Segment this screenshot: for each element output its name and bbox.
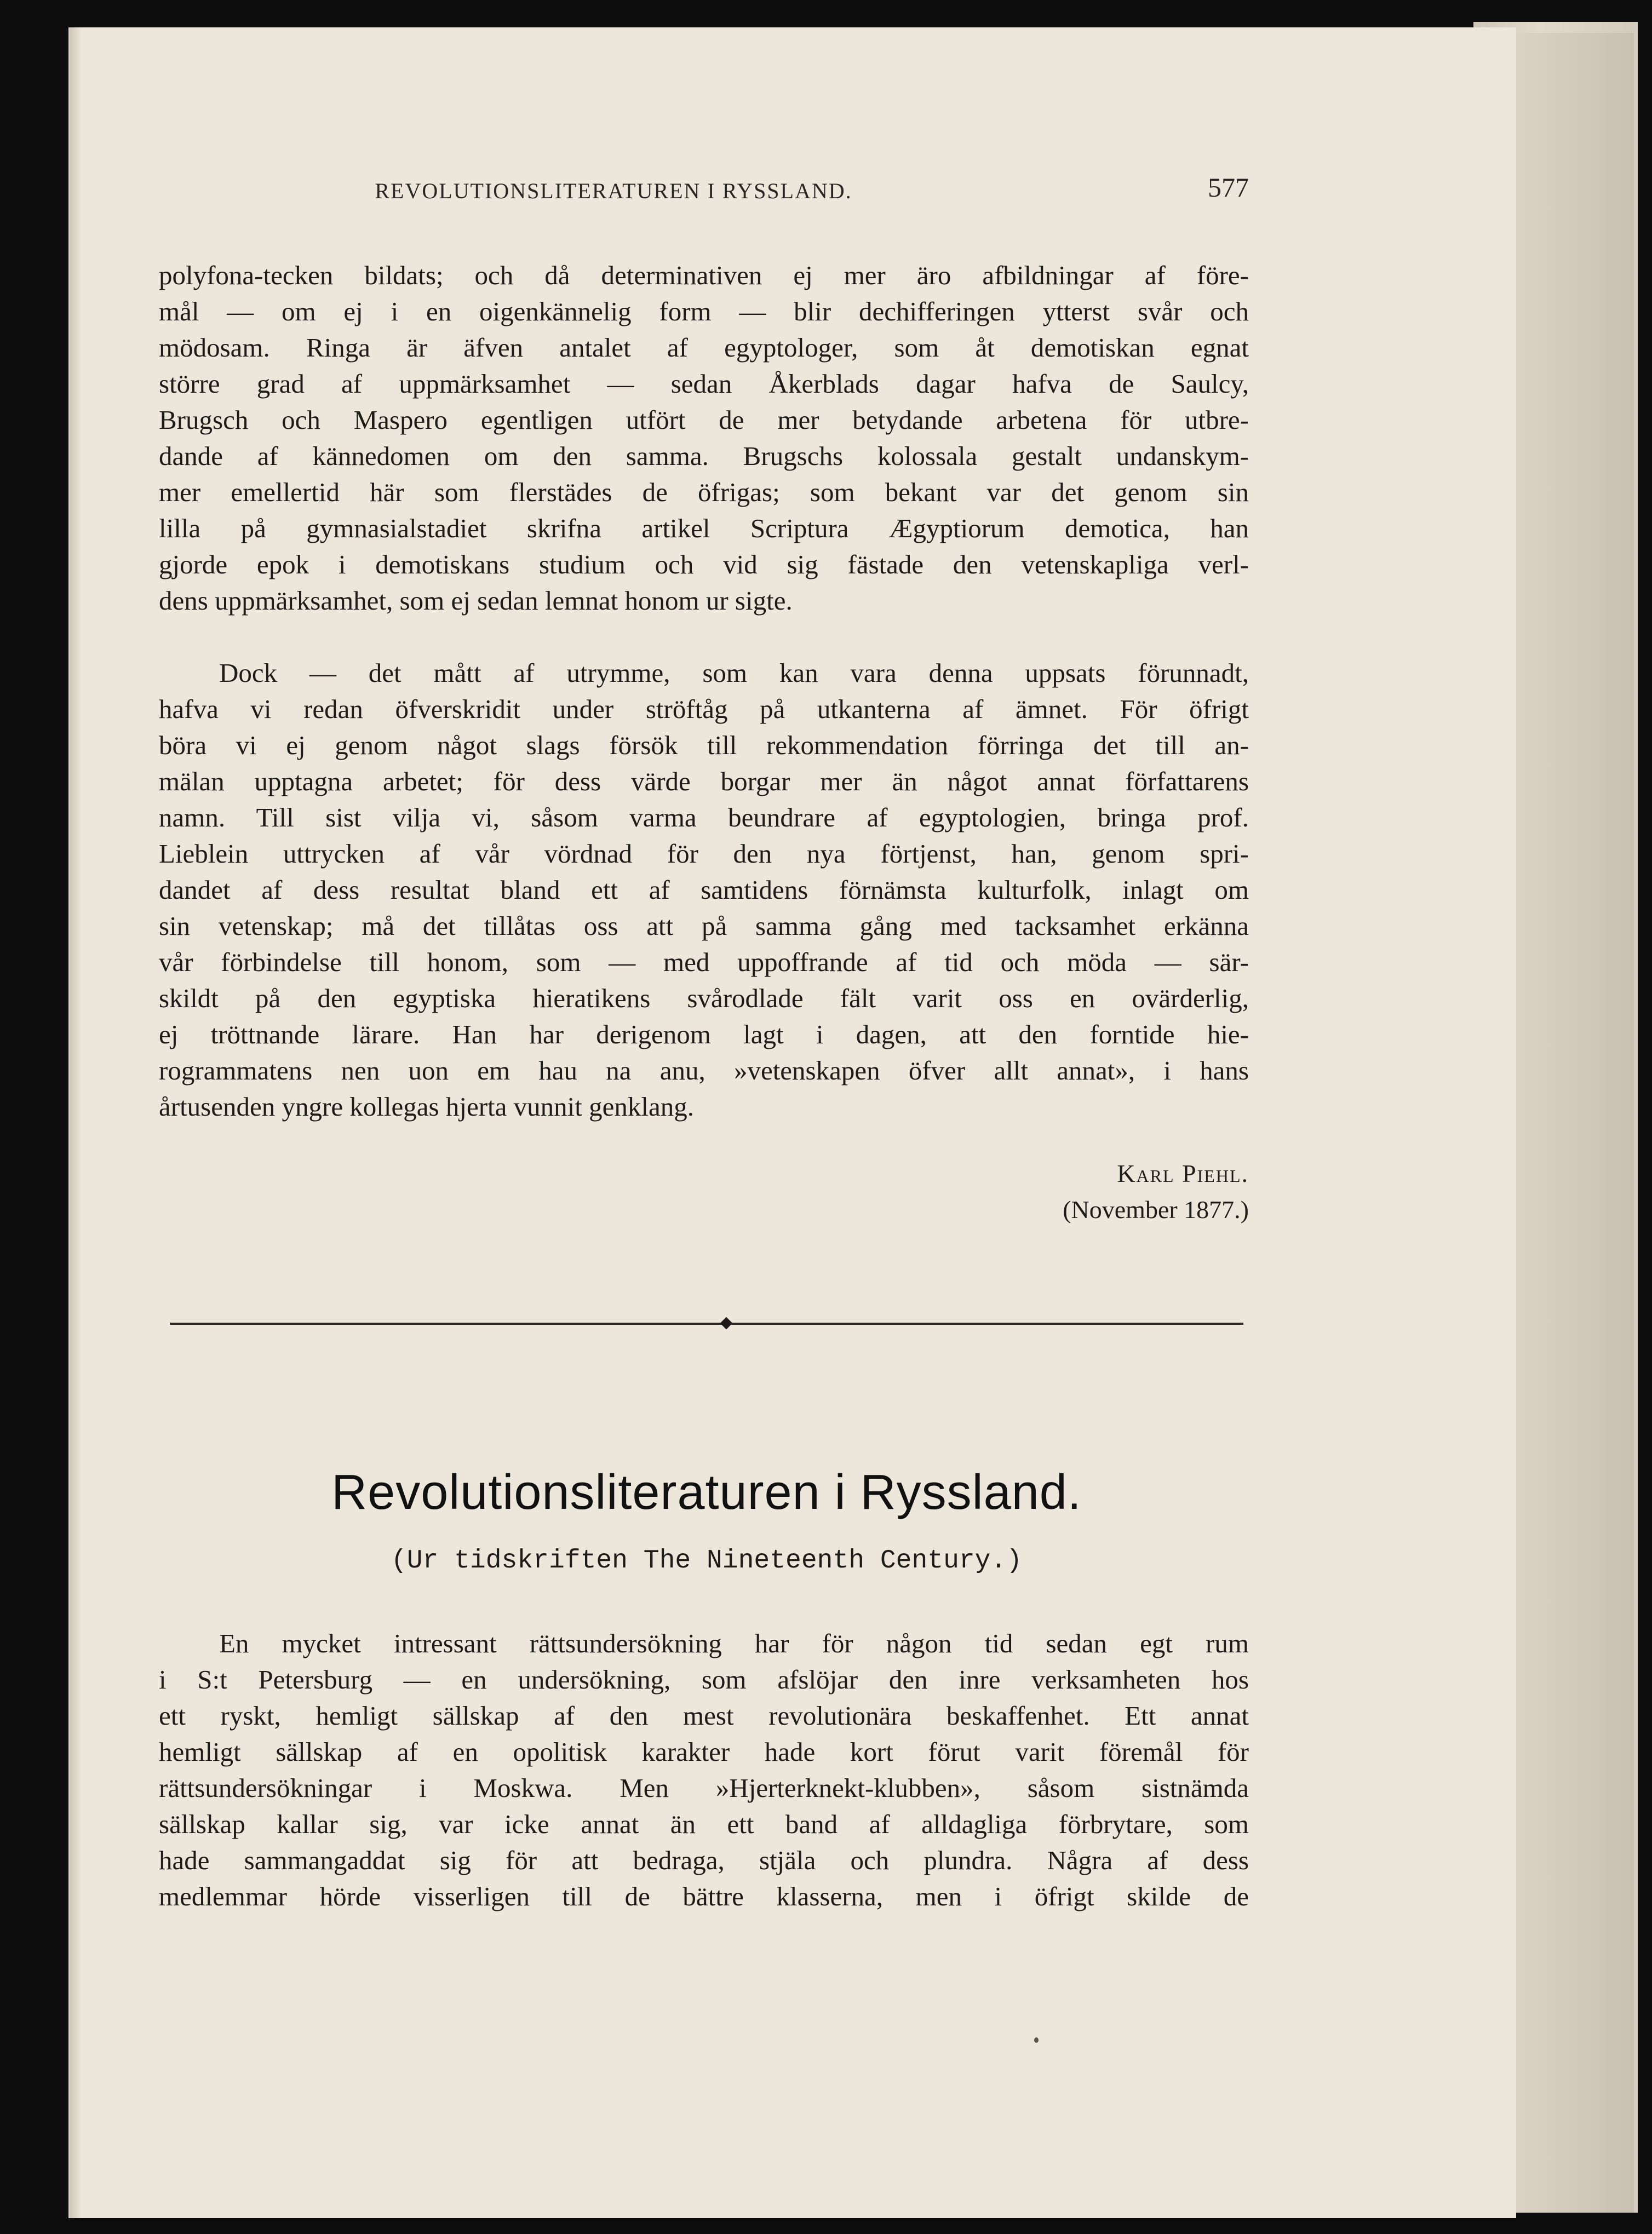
text-line: medlemmar hörde visserligen till de bättre klasserna, men i öfrigt skilde de [159,1881,1249,1911]
text-line: vår förbindelse till honom, som — med uppoffrande af tid och möda — sär- [159,947,1249,977]
text-line: mödosam. Ringa är äfven antalet af egyptologer, som åt demotiskan egnat [159,332,1249,363]
text-line: dens uppmärksamhet, som ej sedan lemnat honom ur sigte. [159,585,793,616]
text-line: Brugsch och Maspero egentligen utfört de mer betydande arbetena för utbre- [159,405,1249,435]
text-line: större grad af uppmärksamhet — sedan Åkerblads dagar hafva de Saulcy, [159,369,1249,399]
text-line: sin vetenskap; må det tillåtas oss att på samma gång med tacksamhet erkänna [159,911,1249,941]
text-line: dande af kännedomen om den samma. Brugschs kolossala gestalt undanskym- [159,441,1249,471]
author-signature: Karl Piehl. [1117,1159,1249,1187]
text-line: årtusenden yngre kollegas hjerta vunnit genklang. [159,1092,694,1122]
section-divider [170,1323,1243,1325]
article-title: Revolutionsliteraturen i Ryssland. [331,1465,1082,1520]
text-line: ett ryskt, hemligt sällskap af den mest revolutionära beskaffenhet. Ett annat [159,1701,1249,1731]
paper-speck [1034,2037,1039,2043]
text-line: böra vi ej genom något slags försök till rekommendation förringa det till an- [159,730,1249,760]
text-line: ej tröttnande lärare. Han har derigenom lagt i dagen, att den forntide hie- [159,1019,1249,1049]
text-line: rättsundersökningar i Moskwa. Men »Hjerterknekt-klubben», såsom sistnämda [159,1773,1249,1803]
text-line: rogrammatens nen uon em hau na anu, »vetenskapen öfver allt annat», i hans [159,1055,1249,1086]
text-line: Lieblein uttrycken af vår vördnad för den nya förtjenst, han, genom spri- [159,839,1249,869]
running-header [164,167,1249,211]
text-line: Dock — det mått af utrymme, som kan vara denna uppsats förunnadt, [219,658,1249,688]
text-line: gjorde epok i demotiskans studium och vid sig fästade den vetenskapliga verl- [159,549,1249,579]
running-title: REVOLUTIONSLITERATUREN I RYSSLAND. [375,179,852,203]
text-line: mål — om ej i en oigenkännelig form — blir dechifferingen ytterst svår och [159,296,1249,326]
underlying-page-edge-2 [1501,33,1634,2213]
text-line: skildt på den egyptiska hieratikens svårodlade fält varit oss en ovärderlig, [159,983,1249,1013]
text-line: mer emellertid här som flerstädes de öfrigas; som bekant var det genom sin [159,477,1249,507]
text-line: i S:t Petersburg — en undersökning, som afslöjar den inre verksamheten hos [159,1664,1249,1695]
text-line: hade sammangaddat sig för att bedraga, stjäla och plundra. Några af dess [159,1845,1249,1875]
text-line: mälan upptagna arbetet; för dess värde borgar mer än något annat författarens [159,766,1249,796]
text-line: dandet af dess resultat bland ett af samtidens förnämsta kulturfolk, inlagt om [159,875,1249,905]
page-number: 577 [1208,172,1249,203]
text-line: polyfona-tecken bildats; och då determinativen ej mer äro afbildningar af före- [159,260,1249,290]
page-gutter [70,27,81,2218]
text-line: En mycket intressant rättsundersökning har för någon tid sedan egt rum [219,1628,1249,1658]
text-line: sällskap kallar sig, var icke annat än ett band af alldagliga förbrytare, som [159,1809,1249,1839]
text-line: hemligt sällskap af en opolitisk karakter hade kort förut varit föremål för [159,1737,1249,1767]
signature-date: (November 1877.) [1063,1196,1249,1224]
text-line: namn. Till sist vilja vi, såsom varma beundrare af egyptologien, bringa prof. [159,802,1249,832]
text-line: lilla på gymnasialstadiet skrifna artikel Scriptura Ægyptiorum demotica, han [159,513,1249,543]
text-line: hafva vi redan öfverskridit under ströftåg på utkanterna af ämnet. För öfrigt [159,694,1249,724]
article-subtitle: (Ur tidskriften The Nineteenth Century.) [391,1546,1023,1576]
